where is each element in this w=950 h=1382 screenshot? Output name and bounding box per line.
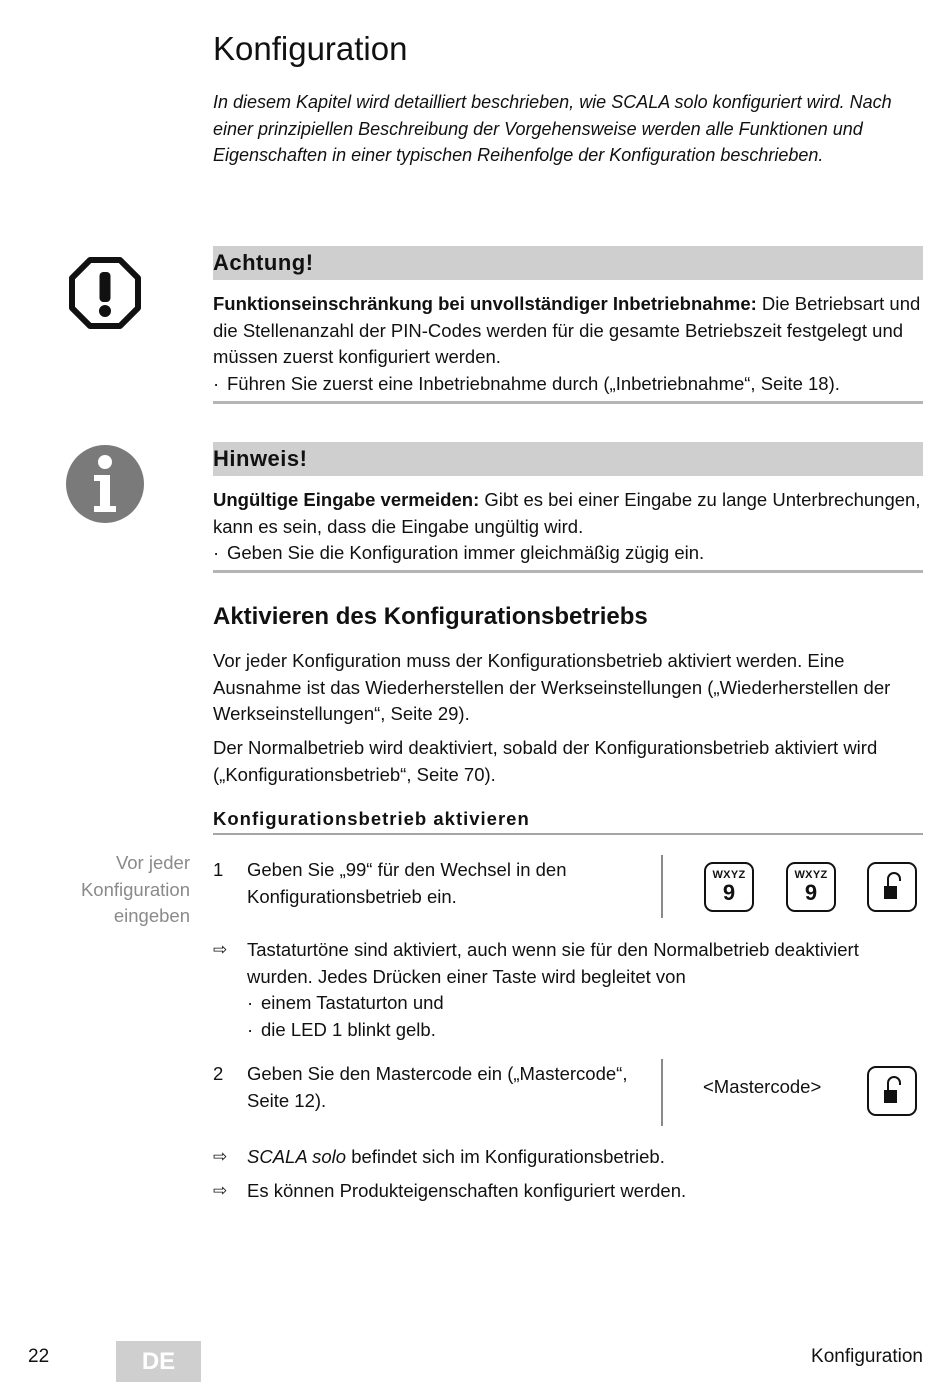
warning-bold-text: Funktionseinschränkung bei unvollständiger Inbetriebnahme: bbox=[213, 293, 757, 314]
result-text: befindet sich im Konfigurationsbetrieb. bbox=[346, 1146, 665, 1167]
warning-octagon-icon bbox=[68, 256, 142, 330]
warning-body bbox=[213, 291, 923, 397]
step-divider bbox=[661, 855, 663, 918]
subsection-heading: Konfigurationsbetrieb aktivieren bbox=[213, 808, 923, 835]
language-badge: DE bbox=[116, 1341, 201, 1382]
result-text: Tastaturtöne sind aktiviert, auch wenn sie für den Normalbetrieb deaktiviert wurden. Jedes Drücken einer Taste wird begleitet von bbox=[247, 939, 859, 987]
keypad-key-9 bbox=[704, 862, 754, 912]
unlock-key-icon bbox=[867, 862, 917, 912]
info-bullet: · Geben Sie die Konfiguration immer gleichmäßig zügig ein. bbox=[213, 542, 705, 563]
key-digit: 9 bbox=[722, 880, 736, 905]
result-arrow-icon: ⇨ bbox=[213, 1181, 228, 1200]
warning-text: Die Betriebsart und die Stellenanzahl der PIN-Codes werden für die gesamte Betriebszeit festgelegt und müssen zuerst konfiguriert werden. bbox=[213, 293, 921, 367]
section-paragraph-1: Vor jeder Konfiguration muss der Konfigurationsbetrieb aktiviert werden. Eine Ausnahme ist das Wiederherstellen der Werkseinstellungen („Wiederherstellen der Werkseinstellungen“, Seite 29). bbox=[213, 650, 891, 724]
result-bullet: · die LED 1 blinkt gelb. bbox=[247, 1018, 436, 1040]
mastercode-placeholder: <Mastercode> bbox=[703, 1076, 822, 1097]
result-block bbox=[247, 937, 923, 1043]
result-line bbox=[247, 1178, 923, 1205]
key-digit: 9 bbox=[804, 880, 818, 905]
warning-divider bbox=[213, 401, 923, 404]
step-text: Geben Sie „99“ für den Wechsel in den Konfigurationsbetrieb ein. bbox=[247, 859, 567, 907]
section-heading: Aktivieren des Konfigurationsbetriebs bbox=[213, 603, 648, 630]
warning-heading: Achtung! bbox=[213, 246, 923, 280]
info-icon bbox=[65, 444, 145, 524]
keypad-key-9 bbox=[786, 862, 836, 912]
section-paragraph-2: Der Normalbetrieb wird deaktiviert, sobald der Konfigurationsbetrieb aktiviert wird („Konfigurationsbetrieb“, Seite 70). bbox=[213, 737, 878, 785]
result-bullet: · einem Tastaturton und bbox=[247, 992, 444, 1013]
info-body bbox=[213, 487, 923, 567]
warning-bullet: · Führen Sie zuerst eine Inbetriebnahme durch („Inbetriebnahme“, Seite 18). bbox=[213, 372, 840, 394]
step-divider bbox=[661, 1059, 663, 1126]
step-number: 2 bbox=[213, 1063, 224, 1084]
key-letters: WXYZ bbox=[712, 869, 746, 881]
result-bullet-text: einem Tastaturton und bbox=[261, 992, 444, 1013]
margin-note: Vor jeder Konfiguration eingeben bbox=[80, 852, 190, 926]
result-text: Es können Produkteigenschaften konfiguriert werden. bbox=[247, 1180, 687, 1201]
key-letters: WXYZ bbox=[794, 869, 828, 881]
product-name: SCALA solo bbox=[247, 1146, 347, 1167]
result-arrow-icon: ⇨ bbox=[213, 940, 228, 959]
intro-paragraph: In diesem Kapitel wird detailliert beschrieben, wie SCALA solo konfiguriert wird. Nach einer prinzipiellen Beschreibung der Vorgehensweise werden alle Funktionen und Eigenschaften in einer typischen Reihenfolge der Konfiguration beschrieben. bbox=[213, 92, 892, 165]
footer-chapter-title: Konfiguration bbox=[811, 1346, 923, 1367]
result-line bbox=[247, 1144, 923, 1171]
info-bold-text: Ungültige Eingabe vermeiden: bbox=[213, 489, 480, 510]
info-text: Gibt es bei einer Eingabe zu lange Unterbrechungen, kann es sein, dass die Eingabe ungültig wird. bbox=[213, 489, 921, 537]
result-arrow-icon: ⇨ bbox=[213, 1147, 228, 1166]
page-number: 22 bbox=[28, 1346, 50, 1367]
step-number: 1 bbox=[213, 859, 224, 880]
result-bullet-text: die LED 1 blinkt gelb. bbox=[261, 1018, 436, 1040]
page-title: Konfiguration bbox=[213, 30, 408, 67]
step-text: Geben Sie den Mastercode ein („Mastercode“, Seite 12). bbox=[247, 1063, 628, 1111]
unlock-key-icon bbox=[867, 1066, 917, 1116]
warning-bullet-text: Führen Sie zuerst eine Inbetriebnahme durch („Inbetriebnahme“, Seite 18). bbox=[227, 372, 840, 394]
info-divider bbox=[213, 570, 923, 573]
info-bullet-text: Geben Sie die Konfiguration immer gleichmäßig zügig ein. bbox=[227, 542, 705, 563]
info-heading: Hinweis! bbox=[213, 442, 923, 476]
